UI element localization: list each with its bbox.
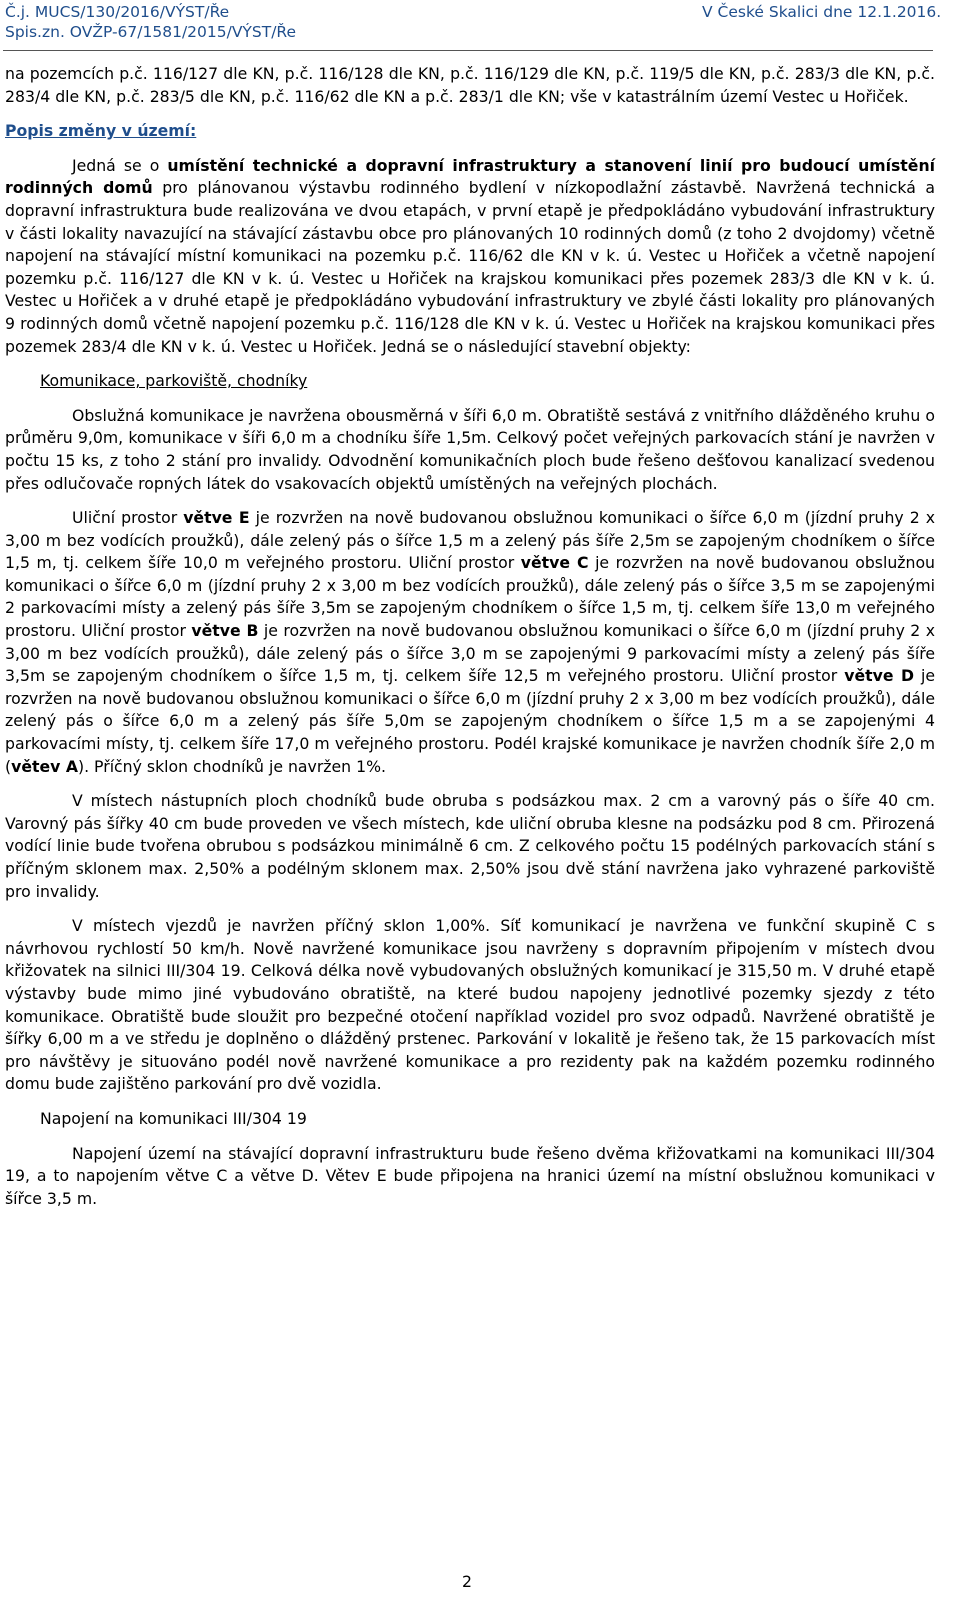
place-and-date: V České Skalici dne 12.1.2016.	[702, 3, 942, 21]
page-number: 2	[462, 1572, 472, 1591]
connection-paragraph: Napojení území na stávající dopravní infrastrukturu bude řešeno dvěma křižovatkami na komunikaci III/304 19, a to napojením větve C a větve D. Větev E bude připojena na hranici území na místní obslužnou komunikaci v šířce 3,5 m.	[5, 1143, 935, 1208]
subheading-roads: Komunikace, parkoviště, chodníky	[40, 371, 308, 391]
subheading-connection: Napojení na komunikaci III/304 19	[40, 1108, 307, 1128]
page-header	[5, 2, 942, 44]
description-paragraph: Jedná se o umístění technické a dopravní infrastruktury a stanovení linií pro budoucí umístění rodinných domů pro plánovanou výstavbu rodinného bydlení v nízkopodlažní zástavbě. Navržená technická a dopravní infrastruktura bude realizována ve dvou etapách, v první etapě je předpokládáno vybudování infrastruktury v části lokality navazující na stávající zástavbu obce pro plánovaných 10 rodinných domů (z toho 2 dvojdomy) včetně napojení na stávající místní komunikaci na pozemku p.č. 116/62 dle KN v k. ú. Vestec u Hořiček a včetně napojení pozemku p.č. 116/127 dle KN v k. ú. Vestec u Hořiček na krajskou komunikaci přes pozemek 283/3 dle KN v k. ú. Vestec u Hořiček a v druhé etapě je předpokládáno vybudování infrastruktury ve zbylé části lokality pro plánovaných 9 rodinných domů včetně napojení pozemku p.č. 116/128 dle KN v k. ú. Vestec u Hořiček na krajskou komunikaci přes pozemek 283/4 dle KN v k. ú. Vestec u Hořiček. Jedná se o následující stavební objekty:	[5, 155, 935, 356]
file-number: Spis.zn. OVŽP-67/1581/2015/VÝST/Ře	[5, 23, 297, 41]
section-heading: Popis změny v území:	[5, 121, 197, 141]
reference-number: Č.j. MUCS/130/2016/VÝST/Ře	[5, 3, 230, 21]
intro-paragraph: na pozemcích p.č. 116/127 dle KN, p.č. 116/128 dle KN, p.č. 116/129 dle KN, p.č. 119/5 dle KN, p.č. 283/3 dle KN, p.č. 283/4 dle KN, p.č. 283/5 dle KN, p.č. 116/62 dle KN a p.č. 283/1 dle KN; vše v katastrálním území Vestec u Hořiček.	[5, 64, 935, 106]
curbs-paragraph: V místech nástupních ploch chodníků bude obruba s podsázkou max. 2 cm a varovný pás o šíře 40 cm. Varovný pás šířky 40 cm bude proveden ve všech místech, kde uliční obruba klesne na podsázku pod 8 cm. Přirozená vodící linie bude tvořena obrubou s podsázkou minimálně 6 cm. Z celkového počtu 15 podélných parkovacích stání s příčným sklonem max. 2,50% a podélným sklonem max. 2,50% jsou dvě stání navržena jako vyhrazené parkoviště pro invalidy.	[5, 791, 935, 901]
document-body	[5, 63, 935, 1210]
header-divider	[3, 50, 933, 51]
roads-paragraph: Obslužná komunikace je navržena obousměrná v šíři 6,0 m. Obratiště sestává z vnitřního dlážděného kruhu o průměru 9,0m, komunikace v šíři 6,0 m a chodníku šíře 1,5m. Celkový počet veřejných parkovacích stání je navržen v počtu 15 ks, z toho 2 stání pro invalidy. Odvodnění komunikačních ploch bude řešeno dešťovou kanalizací svedenou přes odlučovače ropných látek do vsakovacích objektů umístěných na veřejných plochách.	[5, 405, 935, 493]
street-space-paragraph: Uliční prostor větve E je rozvržen na nově budovanou obslužnou komunikaci o šířce 6,0 m (jízdní pruhy 2 x 3,00 m bez vodících proužků), dále zelený pás o šířce 1,5 m a zelený pás šíře 2,5m se zapojeným chodníkem o šířce 1,5 m, tj. celkem šíře 10,0 m veřejného prostoru. Uliční prostor větve C je rozvržen na nově budovanou obslužnou komunikaci o šířce 6,0 m (jízdní pruhy 2 x 3,00 m bez vodících proužků), dále zelený pás o šířce 3,5 m se zapojenými 2 parkovacími místy a zelený pás šíře 3,5m se zapojeným chodníkem o šířce 1,5 m, tj. celkem šíře 13,0 m veřejného prostoru. Uliční prostor větve B je rozvržen na nově budovanou obslužnou komunikaci o šířce 6,0 m (jízdní pruhy 2 x 3,00 m bez vodících proužků), dále zelený pás o šířce 3,0 m se zapojenými 9 parkovacími místy a zelený pás šíře 3,5m se zapojeným chodníkem o šířce 1,5 m, tj. celkem šíře 12,5 m veřejného prostoru. Uliční prostor větve D je rozvržen na nově budovanou obslužnou komunikaci o šířce 6,0 m (jízdní pruhy 2 x 3,00 m bez vodících proužků), dále zelený pás o šířce 6,0 m a zelený pás šíře 5,0m se zapojeným chodníkem o šířce 1,5 m a se zapojenými 4 parkovacími místy, tj. celkem šíře 17,0 m veřejného prostoru. Podél krajské komunikace je navržen chodník šíře 2,0 m (větev A). Příčný sklon chodníků je navržen 1%.	[5, 508, 936, 776]
driveways-paragraph: V místech vjezdů je navržen příčný sklon 1,00%. Síť komunikací je navržena ve funkční skupině C s návrhovou rychlostí 50 km/h. Nově navržené komunikace jsou navrženy s dopravním připojením v místech dvou křižovatek na silnici III/304 19. Celková délka nově vybudovaných obslužných komunikací je 315,50 m. V druhé etapě výstavby bude mimo jiné vybudováno obratiště, na které budou napojeny jednotlivé pozemky sjezdy z této komunikace. Obratiště bude sloužit pro bezpečné otočení například vozidel pro svoz odpadů. Navržené obratiště je šířky 6,00 m a ve středu je doplněno o dlážděný prstenec. Parkování v lokalitě je řešeno tak, že 15 parkovacích míst pro návštěvy je situováno podél nově navržené komunikace a pro rezidenty pak na každém pozemku rodinného domu bude zajištěno parkování pro dvě vozidla.	[5, 916, 935, 1094]
